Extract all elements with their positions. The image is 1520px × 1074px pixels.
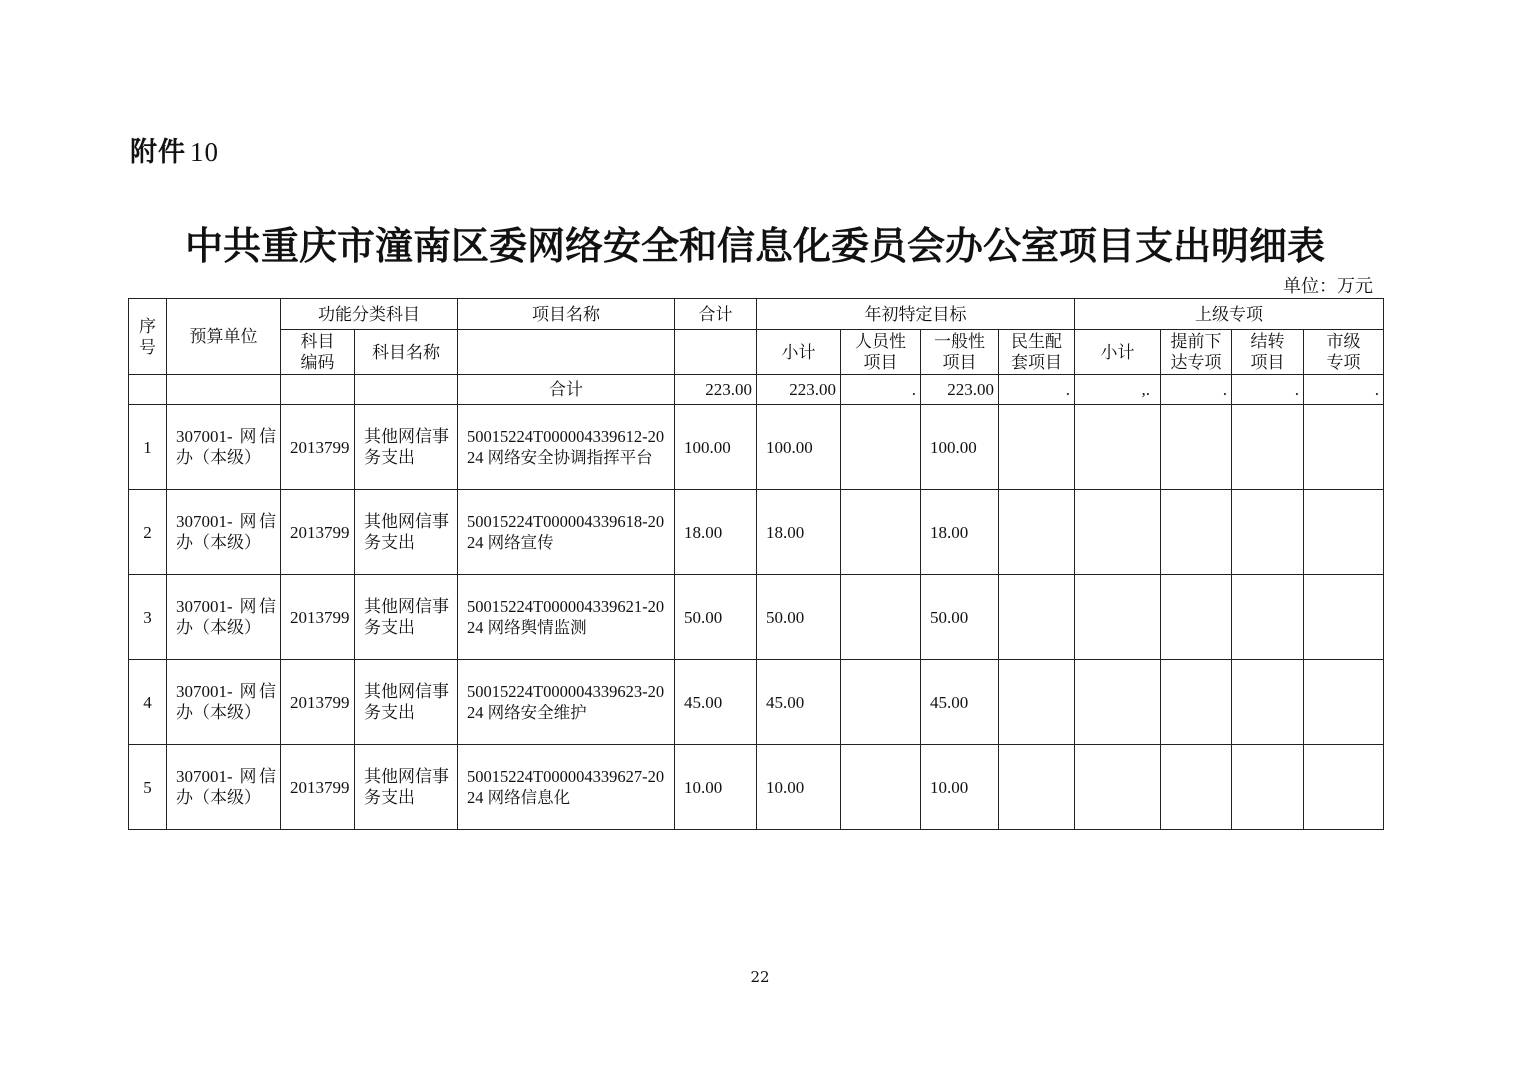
row-subject-code: 2013799 bbox=[281, 745, 355, 830]
row-carryover bbox=[1232, 405, 1304, 490]
row-municipal bbox=[1304, 660, 1384, 745]
row-superior-subtotal bbox=[1075, 660, 1161, 745]
row-subject-code: 2013799 bbox=[281, 575, 355, 660]
row-personnel bbox=[841, 405, 921, 490]
row-livelihood bbox=[999, 745, 1075, 830]
row-personnel bbox=[841, 660, 921, 745]
annex-label bbox=[130, 130, 219, 169]
row-general: 50.00 bbox=[921, 575, 999, 660]
row-project-name: 50015224T000004339623-2024 网络安全维护 bbox=[458, 660, 675, 745]
table-row bbox=[129, 745, 1384, 830]
row-advance bbox=[1161, 660, 1232, 745]
page-title: 中共重庆市潼南区委网络安全和信息化委员会办公室项目支出明细表 bbox=[184, 223, 1325, 268]
annex-label-text: 附件 bbox=[130, 137, 186, 168]
row-seq: 5 bbox=[129, 745, 167, 830]
row-personnel bbox=[841, 745, 921, 830]
row-budget-unit: 307001- 网信办（本级） bbox=[167, 745, 281, 830]
row-subject-name: 其他网信事务支出 bbox=[355, 660, 458, 745]
row-budget-unit: 307001- 网信办（本级） bbox=[167, 490, 281, 575]
table-row bbox=[129, 490, 1384, 575]
header-row-1 bbox=[129, 299, 1384, 330]
row-subject-name: 其他网信事务支出 bbox=[355, 490, 458, 575]
row-municipal bbox=[1304, 575, 1384, 660]
row-annual-subtotal: 10.00 bbox=[757, 745, 841, 830]
header-superior-subtotal: 小计 bbox=[1075, 330, 1161, 375]
total-advance: . bbox=[1161, 375, 1232, 405]
row-advance bbox=[1161, 405, 1232, 490]
header-subject-name: 科目名称 bbox=[355, 330, 458, 375]
header-total-blank bbox=[675, 330, 757, 375]
row-general: 45.00 bbox=[921, 660, 999, 745]
header-seq: 序号 bbox=[129, 299, 167, 375]
row-total: 100.00 bbox=[675, 405, 757, 490]
row-project-name: 50015224T000004339618-2024 网络宣传 bbox=[458, 490, 675, 575]
row-seq: 1 bbox=[129, 405, 167, 490]
row-livelihood bbox=[999, 490, 1075, 575]
row-seq: 4 bbox=[129, 660, 167, 745]
row-budget-unit: 307001- 网信办（本级） bbox=[167, 575, 281, 660]
table-row bbox=[129, 405, 1384, 490]
row-subject-code: 2013799 bbox=[281, 490, 355, 575]
row-subject-code: 2013799 bbox=[281, 660, 355, 745]
row-carryover bbox=[1232, 575, 1304, 660]
row-total: 18.00 bbox=[675, 490, 757, 575]
table-row bbox=[129, 660, 1384, 745]
row-total: 10.00 bbox=[675, 745, 757, 830]
unit-label: 单位：万元 bbox=[1283, 276, 1373, 297]
total-code-blank bbox=[281, 375, 355, 405]
row-seq: 3 bbox=[129, 575, 167, 660]
row-carryover bbox=[1232, 490, 1304, 575]
row-subject-code: 2013799 bbox=[281, 405, 355, 490]
row-annual-subtotal: 18.00 bbox=[757, 490, 841, 575]
header-budget-unit: 预算单位 bbox=[167, 299, 281, 375]
row-superior-subtotal bbox=[1075, 405, 1161, 490]
header-livelihood: 民生配套项目 bbox=[999, 330, 1075, 375]
total-livelihood: . bbox=[999, 375, 1075, 405]
header-general: 一般性项目 bbox=[921, 330, 999, 375]
row-budget-unit: 307001- 网信办（本级） bbox=[167, 660, 281, 745]
project-expenditure-table bbox=[128, 298, 1384, 830]
total-annual-subtotal: 223.00 bbox=[757, 375, 841, 405]
header-func-class: 功能分类科目 bbox=[281, 299, 458, 330]
row-project-name: 50015224T000004339612-2024 网络安全协调指挥平台 bbox=[458, 405, 675, 490]
row-annual-subtotal: 45.00 bbox=[757, 660, 841, 745]
row-subject-name: 其他网信事务支出 bbox=[355, 575, 458, 660]
total-label: 合计 bbox=[458, 375, 675, 405]
row-project-name: 50015224T000004339627-2024 网络信息化 bbox=[458, 745, 675, 830]
total-general: 223.00 bbox=[921, 375, 999, 405]
row-total: 45.00 bbox=[675, 660, 757, 745]
row-carryover bbox=[1232, 660, 1304, 745]
row-seq: 2 bbox=[129, 490, 167, 575]
total-subject-blank bbox=[355, 375, 458, 405]
row-subject-name: 其他网信事务支出 bbox=[355, 405, 458, 490]
header-subject-code: 科目编码 bbox=[281, 330, 355, 375]
annex-number: 10 bbox=[190, 137, 219, 167]
row-personnel bbox=[841, 490, 921, 575]
row-general: 18.00 bbox=[921, 490, 999, 575]
row-superior-subtotal bbox=[1075, 745, 1161, 830]
row-livelihood bbox=[999, 575, 1075, 660]
row-advance bbox=[1161, 490, 1232, 575]
total-unit-blank bbox=[167, 375, 281, 405]
header-project-name-blank bbox=[458, 330, 675, 375]
total-row bbox=[129, 375, 1384, 405]
row-superior-subtotal bbox=[1075, 575, 1161, 660]
header-advance: 提前下达专项 bbox=[1161, 330, 1232, 375]
page-number: 22 bbox=[750, 968, 770, 986]
total-personnel: . bbox=[841, 375, 921, 405]
row-subject-name: 其他网信事务支出 bbox=[355, 745, 458, 830]
row-general: 10.00 bbox=[921, 745, 999, 830]
header-carryover: 结转项目 bbox=[1232, 330, 1304, 375]
total-total: 223.00 bbox=[675, 375, 757, 405]
header-personnel: 人员性项目 bbox=[841, 330, 921, 375]
header-municipal: 市级专项 bbox=[1304, 330, 1384, 375]
row-project-name: 50015224T000004339621-2024 网络舆情监测 bbox=[458, 575, 675, 660]
row-total: 50.00 bbox=[675, 575, 757, 660]
row-superior-subtotal bbox=[1075, 490, 1161, 575]
header-annual-subtotal: 小计 bbox=[757, 330, 841, 375]
total-municipal: . bbox=[1304, 375, 1384, 405]
table-row bbox=[129, 575, 1384, 660]
header-row-2 bbox=[129, 330, 1384, 375]
row-livelihood bbox=[999, 660, 1075, 745]
row-livelihood bbox=[999, 405, 1075, 490]
header-project-name: 项目名称 bbox=[458, 299, 675, 330]
total-seq-blank bbox=[129, 375, 167, 405]
row-municipal bbox=[1304, 405, 1384, 490]
row-advance bbox=[1161, 575, 1232, 660]
row-annual-subtotal: 50.00 bbox=[757, 575, 841, 660]
row-municipal bbox=[1304, 490, 1384, 575]
row-advance bbox=[1161, 745, 1232, 830]
total-carryover: . bbox=[1232, 375, 1304, 405]
row-personnel bbox=[841, 575, 921, 660]
row-carryover bbox=[1232, 745, 1304, 830]
header-total: 合计 bbox=[675, 299, 757, 330]
header-superior: 上级专项 bbox=[1075, 299, 1384, 330]
header-annual-target: 年初特定目标 bbox=[757, 299, 1075, 330]
row-annual-subtotal: 100.00 bbox=[757, 405, 841, 490]
row-municipal bbox=[1304, 745, 1384, 830]
row-budget-unit: 307001- 网信办（本级） bbox=[167, 405, 281, 490]
total-superior-subtotal: ,. bbox=[1075, 375, 1161, 405]
row-general: 100.00 bbox=[921, 405, 999, 490]
